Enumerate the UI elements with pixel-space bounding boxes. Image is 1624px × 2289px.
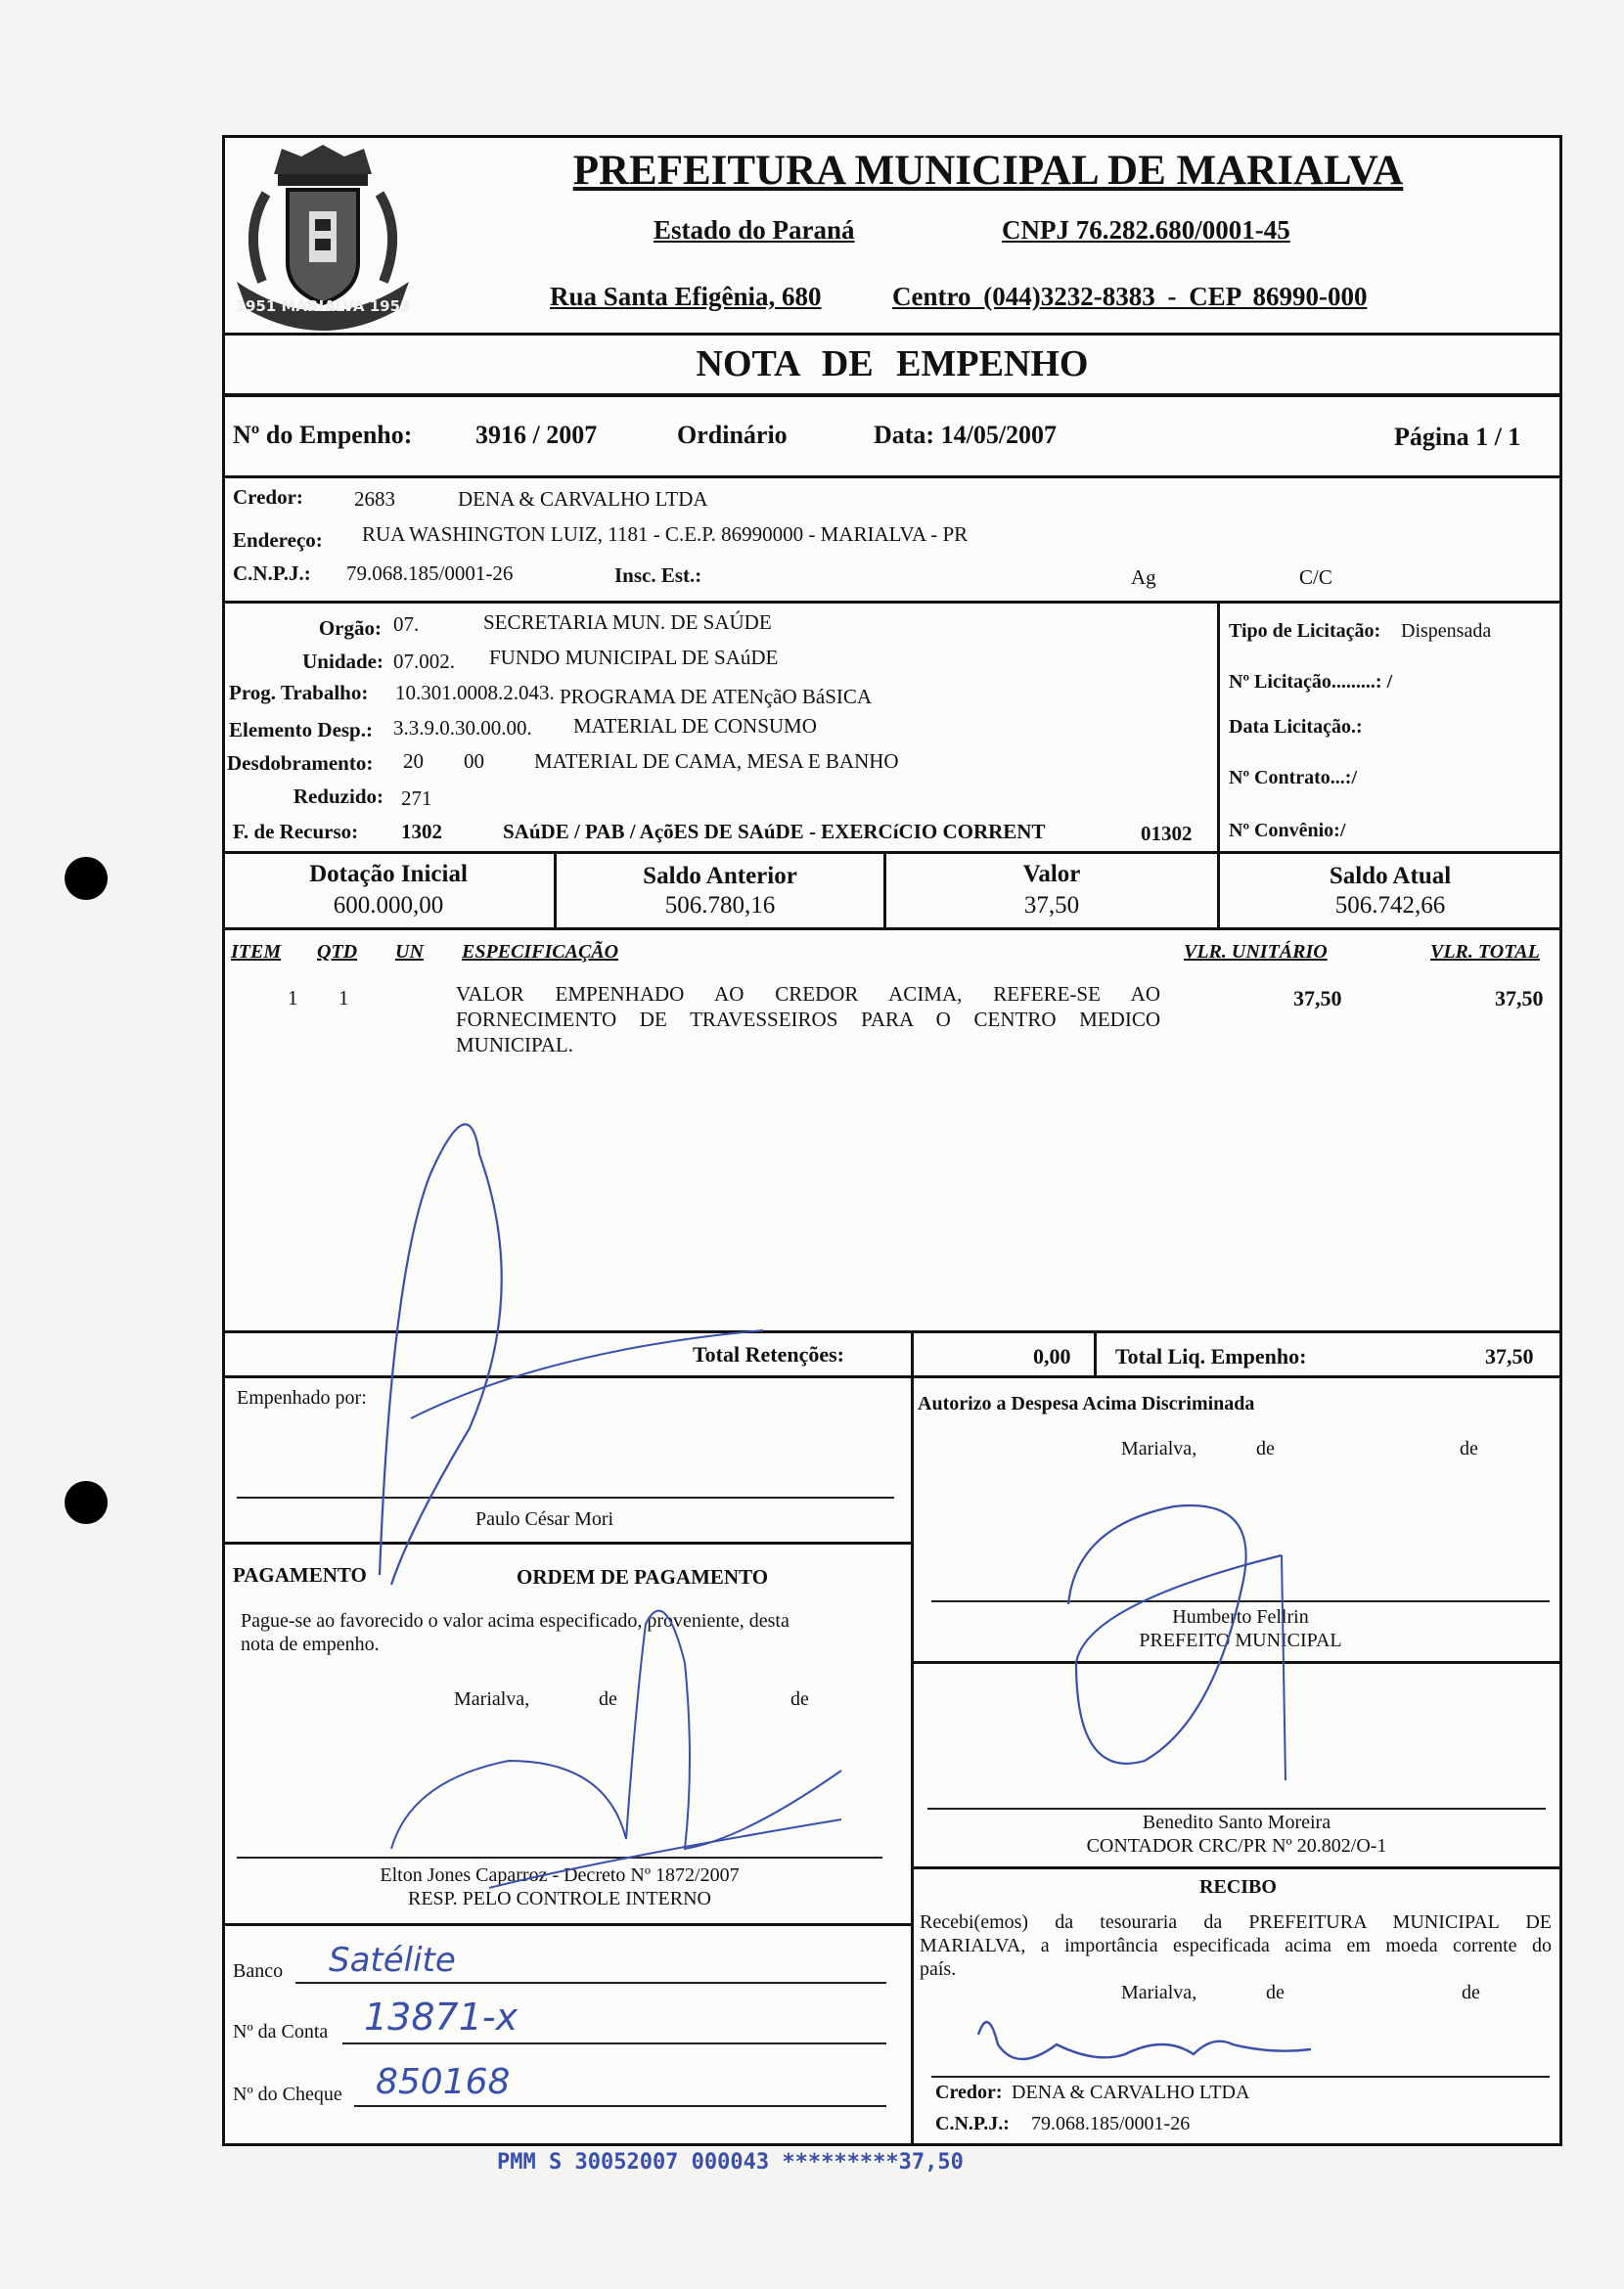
recibo-credor-name: DENA & CARVALHO LTDA	[1012, 2082, 1250, 2103]
recibo-de-2: de	[1462, 1982, 1480, 2003]
contador-name: Benedito Santo Moreira	[1142, 1812, 1331, 1833]
saldo-anterior-value: 506.780,16	[664, 892, 776, 919]
left-marialva: Marialva,	[454, 1688, 530, 1710]
empenho-type: Ordinário	[677, 421, 788, 449]
conta-label: Nº da Conta	[233, 2021, 329, 2042]
page-number: Página 1 / 1	[1394, 423, 1521, 451]
right-de-1: de	[1256, 1438, 1275, 1459]
valor-label: Valor	[1022, 861, 1081, 887]
item-number: 1	[288, 986, 298, 1010]
recibo-de-1: de	[1266, 1982, 1285, 2003]
insc-est-label: Insc. Est.:	[614, 563, 702, 587]
num-licitacao: Nº Licitação.........: /	[1229, 671, 1393, 693]
banco-label: Banco	[233, 1960, 284, 1982]
state-label: Estado do Paraná	[654, 215, 855, 245]
orgao-code: 07.	[393, 612, 420, 636]
unidade-label: Unidade:	[302, 650, 383, 673]
fonte-code: 1302	[401, 820, 442, 843]
pague-se-line1: Pague-se ao favorecido o valor acima especificado, proveniente, desta	[241, 1610, 789, 1632]
address-field-label: Endereço:	[233, 528, 323, 552]
fonte-label: F. de Recurso:	[233, 820, 359, 843]
left-de-1: de	[599, 1688, 617, 1710]
prog-code: 10.301.0008.2.043.	[395, 681, 555, 704]
cheque-handwritten: 850168	[376, 2062, 511, 2102]
desdobramento-label: Desdobramento:	[227, 751, 374, 775]
fonte-number: 01302	[1141, 822, 1193, 845]
prog-name: PROGRAMA DE ATENçãO BáSICA	[560, 685, 873, 708]
prefeito-name: Humberto Fellrin	[1172, 1606, 1309, 1628]
unidade-name: FUNDO MUNICIPAL DE SAúDE	[489, 646, 779, 669]
total-retencoes-value: 0,00	[1033, 1344, 1071, 1369]
item-desc-line3: MUNICIPAL.	[456, 1033, 573, 1056]
desdobramento-code-1: 20	[403, 749, 424, 773]
cheque-label: Nº do Cheque	[233, 2084, 342, 2105]
dotacao-label: Dotação Inicial	[309, 861, 468, 887]
unidade-code: 07.002.	[393, 650, 455, 673]
autorizo-label: Autorizo a Despesa Acima Discriminada	[918, 1393, 1255, 1414]
item-vlr-total: 37,50	[1495, 986, 1544, 1010]
svg-text:1951 MARIALVA 1953: 1951 MARIALVA 1953	[235, 297, 411, 315]
empenho-number: 3916 / 2007	[475, 421, 598, 449]
processing-stamp: PMM S 30052007 000043 *********37,50	[497, 2150, 964, 2175]
col-item: ITEM	[231, 941, 282, 963]
num-contrato: Nº Contrato...:/	[1229, 767, 1358, 788]
credor-code: 2683	[354, 487, 395, 511]
saldo-atual-value: 506.742,66	[1334, 892, 1446, 919]
cnpj-field-label: C.N.P.J.:	[233, 561, 311, 585]
recibo-line1: Recebi(emos) da tesouraria da PREFEITURA MUNICIPAL DE	[920, 1911, 1552, 1933]
banco-handwritten: Satélite	[329, 1941, 456, 1980]
controle-interno-name: Elton Jones Caparroz - Decreto Nº 1872/2007	[380, 1864, 740, 1886]
credor-name: DENA & CARVALHO LTDA	[458, 487, 708, 511]
contador-role: CONTADOR CRC/PR Nº 20.802/O-1	[1086, 1835, 1387, 1857]
prefeito-role: PREFEITO MUNICIPAL	[1139, 1630, 1342, 1651]
empenhado-por-label: Empenhado por:	[237, 1387, 367, 1409]
col-un: UN	[395, 941, 424, 963]
orgao-label: Orgão:	[318, 616, 382, 640]
desdobramento-code-2: 00	[464, 749, 484, 773]
dotacao-value: 600.000,00	[333, 892, 444, 919]
item-desc-line1: VALOR EMPENHADO AO CREDOR ACIMA, REFERE-SE AO	[456, 982, 1160, 1006]
col-qtd: QTD	[317, 941, 358, 963]
elemento-label: Elemento Desp.:	[229, 718, 373, 741]
recibo-line2: MARIALVA, a importância especificada acima em moeda corrente do	[920, 1935, 1552, 1956]
item-vlr-unitario: 37,50	[1293, 986, 1342, 1010]
empenhado-por-name: Paulo César Mori	[475, 1508, 614, 1530]
credor-label: Credor:	[233, 485, 303, 509]
recibo-cnpj-label: C.N.P.J.:	[935, 2113, 1010, 2134]
document-title: NOTA DE EMPENHO	[696, 343, 1089, 384]
ordem-pagamento-label: ORDEM DE PAGAMENTO	[517, 1565, 769, 1589]
orgao-name: SECRETARIA MUN. DE SAÚDE	[483, 610, 772, 634]
right-marialva: Marialva,	[1121, 1438, 1197, 1459]
tipo-licitacao-value: Dispensada	[1401, 620, 1492, 642]
total-liq-label: Total Liq. Empenho:	[1115, 1344, 1307, 1369]
desdobramento-name: MATERIAL DE CAMA, MESA E BANHO	[534, 749, 899, 773]
controle-interno-role: RESP. PELO CONTROLE INTERNO	[407, 1888, 711, 1909]
item-qtd: 1	[338, 986, 349, 1010]
total-liq-value: 37,50	[1485, 1344, 1534, 1369]
left-de-2: de	[790, 1688, 809, 1710]
prog-label: Prog. Trabalho:	[229, 681, 369, 704]
total-retencoes-label: Total Retenções:	[693, 1342, 844, 1367]
valor-value: 37,50	[1023, 892, 1080, 919]
col-vlr-unitario: VLR. UNITÁRIO	[1184, 941, 1328, 963]
num-convenio: Nº Convênio:/	[1229, 820, 1346, 841]
elemento-code: 3.3.9.0.30.00.00.	[393, 716, 532, 740]
recibo-marialva: Marialva,	[1121, 1982, 1197, 2003]
recibo-line3: país.	[920, 1958, 957, 1980]
saldo-atual-label: Saldo Atual	[1329, 863, 1452, 889]
col-especificacao: ESPECIFICAÇÃO	[462, 941, 619, 963]
ag-label: Ag	[1131, 565, 1156, 589]
page-title: PREFEITURA MUNICIPAL DE MARIALVA	[572, 148, 1404, 194]
reduzido-value: 271	[401, 786, 432, 810]
conta-handwritten: 13871-x	[364, 1996, 519, 2039]
cnpj-label: CNPJ 76.282.680/0001-45	[1002, 215, 1290, 245]
item-desc-line2: FORNECIMENTO DE TRAVESSEIROS PARA O CENTRO MEDICO	[456, 1008, 1160, 1031]
credor-address: RUA WASHINGTON LUIZ, 1181 - C.E.P. 86990000 - MARIALVA - PR	[362, 522, 969, 546]
recibo-title: RECIBO	[1199, 1876, 1277, 1898]
col-vlr-total: VLR. TOTAL	[1430, 941, 1540, 963]
phone-cep-label: Centro (044)3232-8383 - CEP 86990-000	[892, 282, 1368, 311]
pague-se-line2: nota de empenho.	[241, 1634, 380, 1655]
pagamento-label: PAGAMENTO	[233, 1563, 367, 1587]
tipo-licitacao-label: Tipo de Licitação:	[1229, 620, 1381, 642]
saldo-anterior-label: Saldo Anterior	[643, 863, 797, 889]
data-licitacao: Data Licitação.:	[1229, 716, 1363, 738]
credor-cnpj: 79.068.185/0001-26	[346, 561, 514, 585]
empenho-date: Data: 14/05/2007	[874, 421, 1058, 449]
reduzido-label: Reduzido:	[293, 785, 383, 808]
elemento-name: MATERIAL DE CONSUMO	[573, 714, 817, 738]
fonte-name: SAúDE / PAB / AçõES DE SAúDE - EXERCíCIO CORRENT	[503, 820, 1046, 843]
right-de-2: de	[1460, 1438, 1478, 1459]
empenho-number-label: Nº do Empenho:	[233, 421, 413, 449]
address-label: Rua Santa Efigênia, 680	[550, 282, 822, 311]
cc-label: C/C	[1299, 565, 1332, 589]
recibo-cnpj: 79.068.185/0001-26	[1031, 2113, 1191, 2134]
recibo-credor-label: Credor:	[935, 2082, 1003, 2103]
